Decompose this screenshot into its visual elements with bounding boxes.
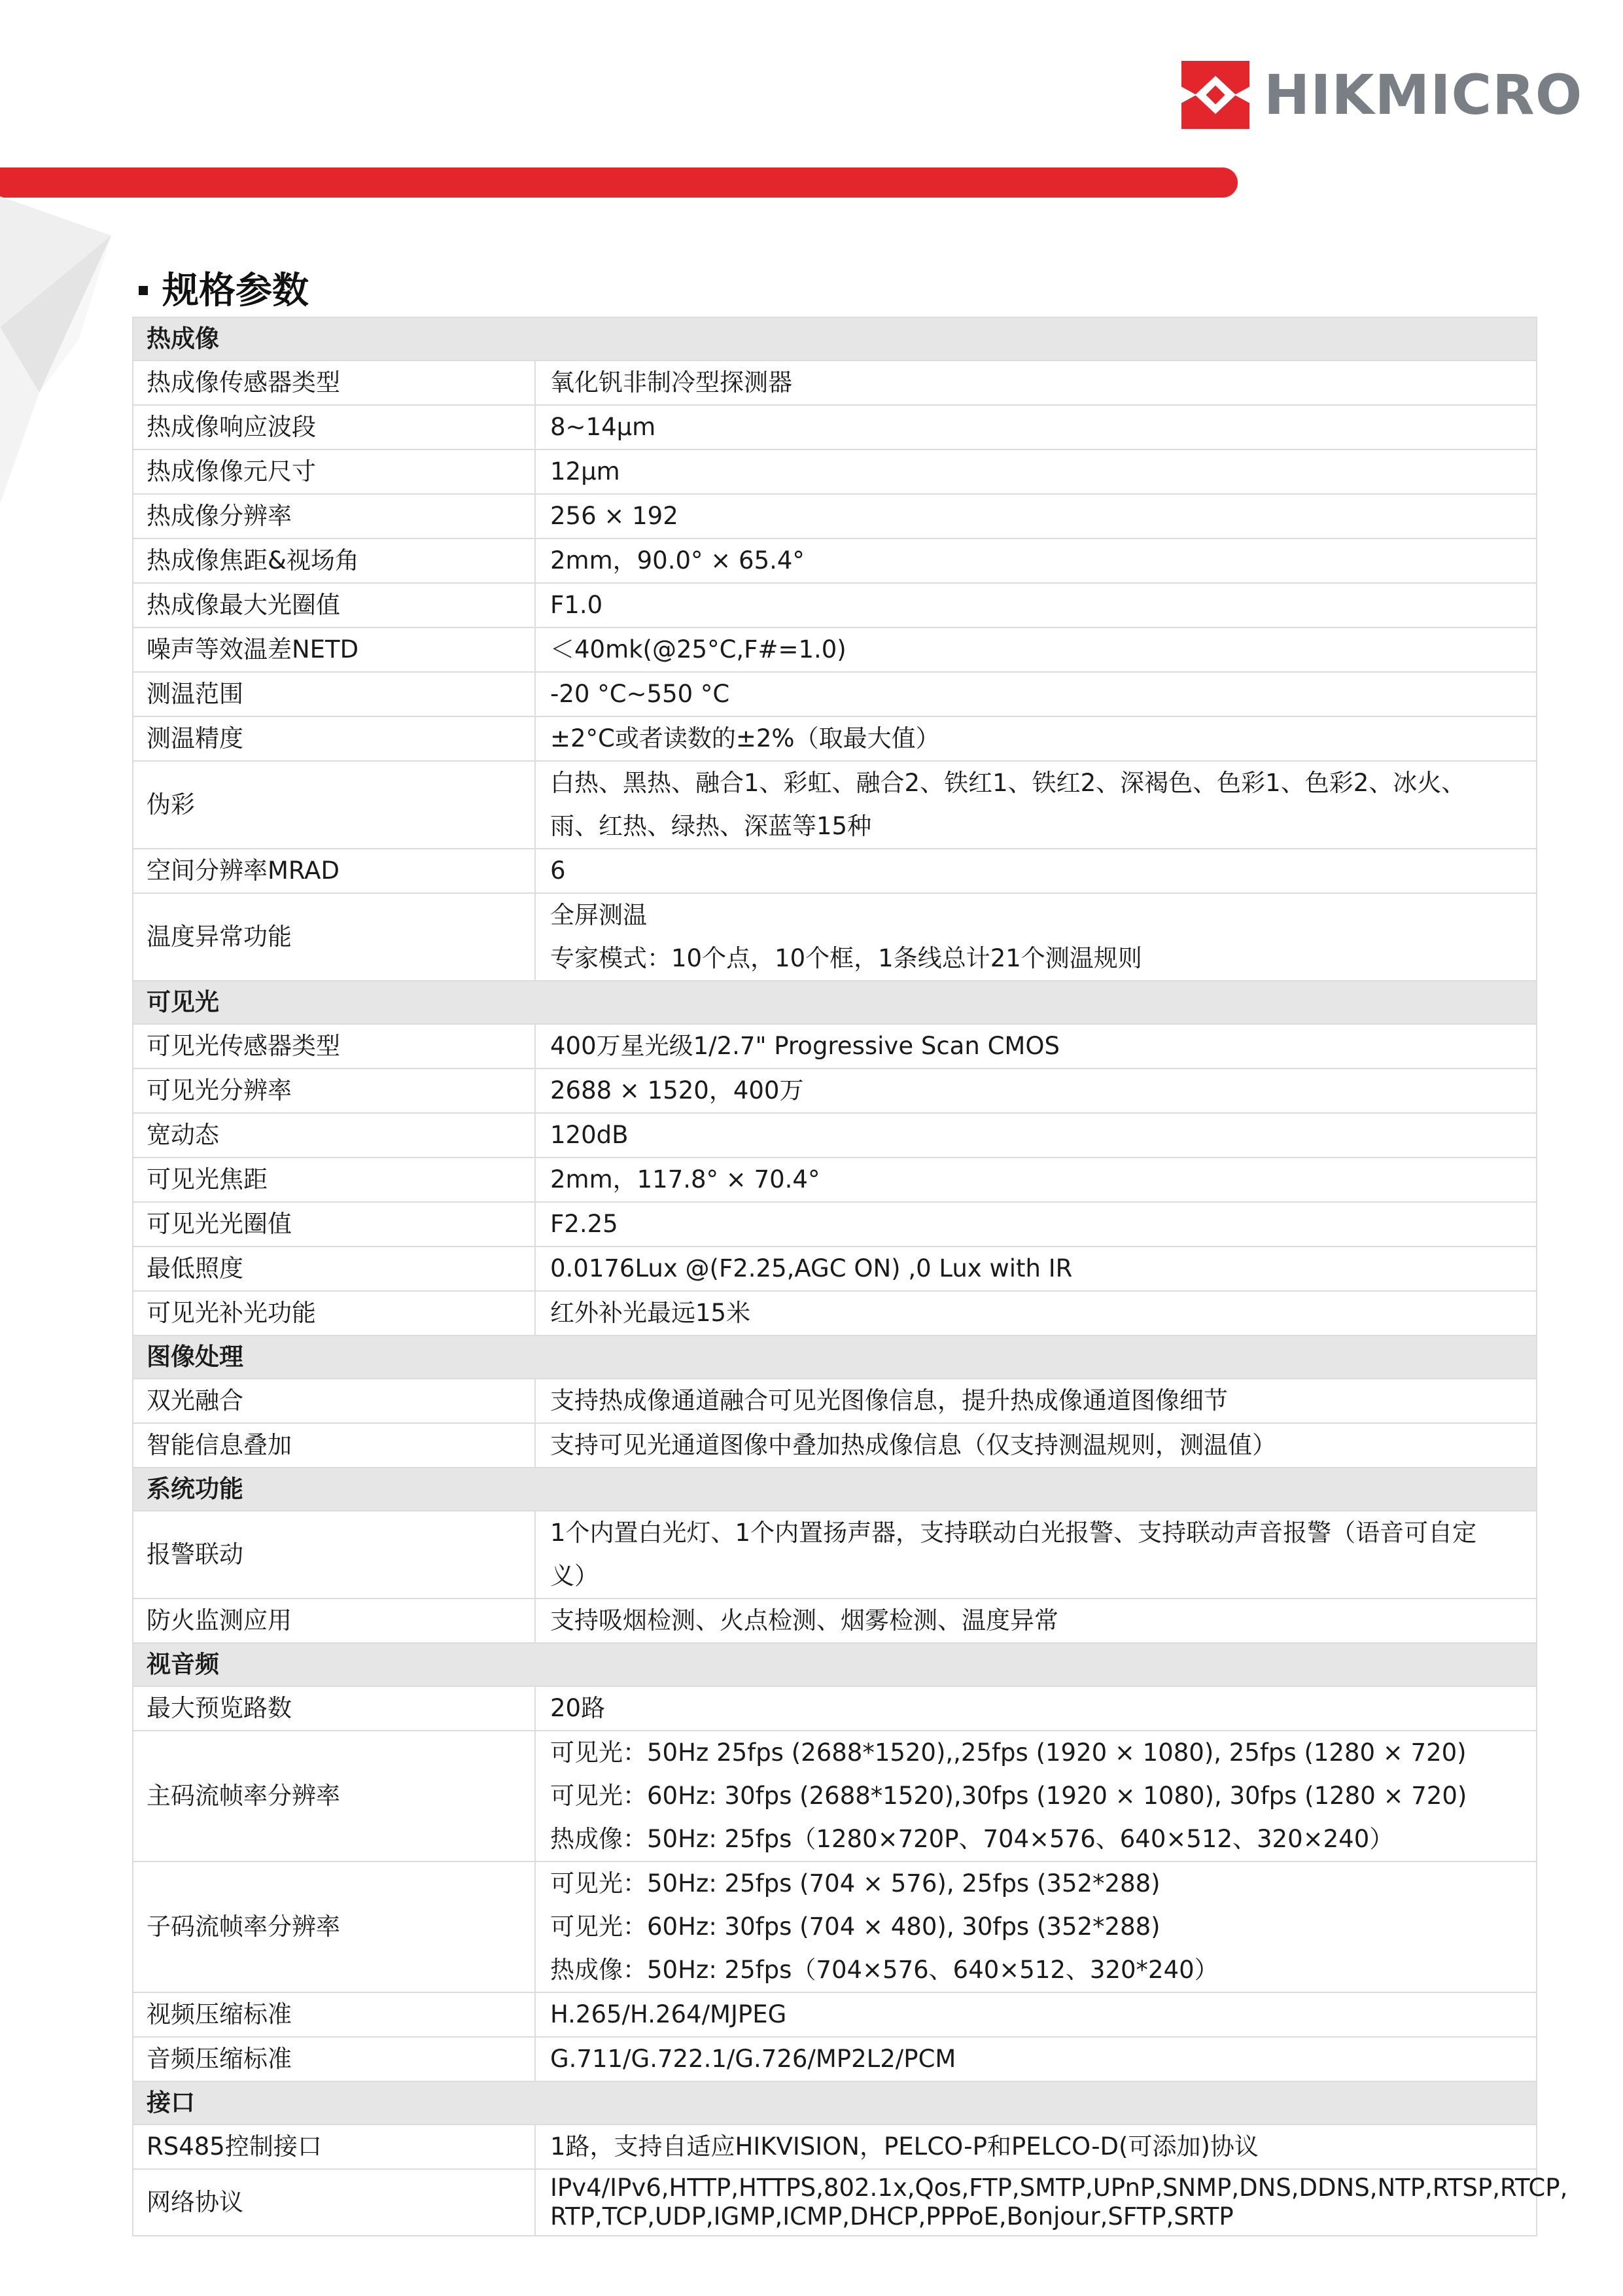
spec-value bbox=[535, 1246, 1537, 1291]
spec-value-line: 6 bbox=[550, 857, 566, 885]
spec-value-line: 热成像：50Hz: 25fps（704×576、640×512、320*240） bbox=[550, 1956, 1219, 1984]
spec-value-line: 白热、黑热、融合1、彩虹、融合2、铁红1、铁红2、深褐色、色彩1、色彩2、冰火、 bbox=[550, 769, 1466, 797]
spec-value bbox=[535, 450, 1537, 494]
table-row bbox=[133, 405, 1537, 450]
page-title-text: 规格参数 bbox=[162, 270, 309, 312]
spec-value-line: 120dB bbox=[550, 1121, 629, 1149]
spec-value bbox=[535, 1598, 1537, 1643]
spec-label: 测温范围 bbox=[133, 672, 535, 716]
spec-value-line: 可见光：50Hz: 25fps (704 × 576), 25fps (352*288) bbox=[550, 1869, 1161, 1898]
section-header-row bbox=[133, 317, 1537, 361]
spec-label: 可见光焦距 bbox=[133, 1157, 535, 1202]
table-row bbox=[133, 1291, 1537, 1335]
table-row bbox=[133, 1069, 1537, 1113]
spec-value bbox=[535, 1731, 1537, 1862]
spec-value bbox=[535, 893, 1537, 981]
spec-value bbox=[535, 1686, 1537, 1731]
table-row bbox=[133, 1113, 1537, 1157]
spec-value bbox=[535, 405, 1537, 450]
table-row bbox=[133, 893, 1537, 981]
table-row bbox=[133, 1731, 1537, 1862]
section-heading: 热成像 bbox=[133, 317, 1537, 361]
table-row bbox=[133, 1246, 1537, 1291]
page-title bbox=[139, 262, 309, 314]
spec-value-line: 2688 × 1520，400万 bbox=[550, 1076, 804, 1104]
spec-value-line: IPv4/IPv6,HTTP,HTTPS,802.1x,Qos,FTP,SMTP,UPnP,SNMP,DNS,DDNS,NTP,RTSP,RTCP, bbox=[550, 2174, 1568, 2202]
spec-label: 音频压缩标准 bbox=[133, 2037, 535, 2081]
spec-label: 最低照度 bbox=[133, 1246, 535, 1291]
spec-value bbox=[535, 2169, 1568, 2236]
spec-label: 可见光光圈值 bbox=[133, 1202, 535, 1246]
table-row bbox=[133, 2169, 1537, 2236]
spec-label: 热成像分辨率 bbox=[133, 494, 535, 539]
spec-label: 报警联动 bbox=[133, 1511, 535, 1598]
spec-value-line: 热成像：50Hz: 25fps（1280×720P、704×576、640×512、320×240） bbox=[550, 1825, 1394, 1853]
spec-value-line: ±2°C或者读数的±2%（取最大值） bbox=[550, 724, 940, 752]
spec-value-line: 义） bbox=[550, 1562, 599, 1590]
spec-label: 测温精度 bbox=[133, 716, 535, 761]
brand-logo bbox=[1181, 59, 1582, 131]
spec-label: 温度异常功能 bbox=[133, 893, 535, 981]
spec-label: 智能信息叠加 bbox=[133, 1423, 535, 1468]
spec-label: 最大预览路数 bbox=[133, 1686, 535, 1731]
spec-label: 防火监测应用 bbox=[133, 1598, 535, 1643]
table-row bbox=[133, 1423, 1537, 1468]
spec-value bbox=[535, 716, 1537, 761]
spec-value-line: 可见光：60Hz: 30fps (2688*1520),30fps (1920 × 1080), 30fps (1280 × 720) bbox=[550, 1782, 1467, 1810]
spec-label: 可见光补光功能 bbox=[133, 1291, 535, 1335]
section-heading: 可见光 bbox=[133, 981, 1537, 1024]
table-row bbox=[133, 1992, 1537, 2037]
spec-label: 网络协议 bbox=[133, 2169, 535, 2236]
spec-value bbox=[535, 1511, 1537, 1598]
spec-value-line: 红外补光最远15米 bbox=[550, 1299, 751, 1327]
header-accent-bar bbox=[0, 168, 1238, 198]
spec-table-body bbox=[133, 317, 1568, 2236]
spec-value bbox=[535, 1113, 1537, 1157]
spec-label: 视频压缩标准 bbox=[133, 1992, 535, 2037]
spec-value bbox=[535, 761, 1537, 849]
spec-value bbox=[535, 1423, 1537, 1468]
spec-value-line: F2.25 bbox=[550, 1210, 618, 1238]
spec-label: 子码流帧率分辨率 bbox=[133, 1862, 535, 1992]
table-row bbox=[133, 627, 1537, 672]
spec-value bbox=[535, 1157, 1537, 1202]
spec-value-line: 支持可见光通道图像中叠加热成像信息（仅支持测温规则，测温值） bbox=[550, 1431, 1276, 1459]
spec-value-line: 氧化钒非制冷型探测器 bbox=[550, 368, 792, 397]
spec-label: 热成像像元尺寸 bbox=[133, 450, 535, 494]
spec-value-line: 1路，支持自适应HIKVISION，PELCO-P和PELCO-D(可添加)协议 bbox=[550, 2132, 1259, 2161]
table-row bbox=[133, 761, 1537, 849]
spec-value-line: 400万星光级1/2.7" Progressive Scan CMOS bbox=[550, 1032, 1060, 1060]
spec-value bbox=[535, 583, 1537, 627]
spec-value bbox=[535, 672, 1537, 716]
spec-value bbox=[535, 1379, 1537, 1423]
spec-value-line: H.265/H.264/MJPEG bbox=[550, 2000, 787, 2028]
section-heading: 视音频 bbox=[133, 1643, 1537, 1686]
table-row bbox=[133, 1862, 1537, 1992]
spec-table bbox=[132, 317, 1568, 2236]
spec-value-line: 支持吸烟检测、火点检测、烟雾检测、温度异常 bbox=[550, 1606, 1058, 1634]
table-row bbox=[133, 1598, 1537, 1643]
section-header-row bbox=[133, 1643, 1537, 1686]
spec-value bbox=[535, 361, 1537, 405]
spec-label: 热成像焦距&视场角 bbox=[133, 539, 535, 583]
table-row bbox=[133, 450, 1537, 494]
section-heading: 系统功能 bbox=[133, 1468, 1537, 1511]
spec-label: 空间分辨率MRAD bbox=[133, 849, 535, 893]
spec-value-line: 雨、红热、绿热、深蓝等15种 bbox=[550, 812, 872, 840]
spec-label: 噪声等效温差NETD bbox=[133, 627, 535, 672]
spec-value bbox=[535, 1024, 1537, 1069]
table-row bbox=[133, 1511, 1537, 1598]
table-row bbox=[133, 1379, 1537, 1423]
spec-label: 双光融合 bbox=[133, 1379, 535, 1423]
table-row bbox=[133, 1024, 1537, 1069]
spec-value-line: 256 × 192 bbox=[550, 502, 678, 530]
spec-value bbox=[535, 849, 1537, 893]
decorative-triangles-icon bbox=[0, 196, 124, 537]
section-header-row bbox=[133, 981, 1537, 1024]
spec-value-line: 支持热成像通道融合可见光图像信息，提升热成像通道图像细节 bbox=[550, 1386, 1228, 1415]
spec-value-line: F1.0 bbox=[550, 591, 603, 619]
spec-value-line: G.711/G.722.1/G.726/MP2L2/PCM bbox=[550, 2045, 956, 2073]
spec-label: RS485控制接口 bbox=[133, 2125, 535, 2169]
spec-value bbox=[535, 2037, 1537, 2081]
spec-value-line: 全屏测温 bbox=[550, 901, 647, 929]
spec-value bbox=[535, 1992, 1537, 2037]
spec-value bbox=[535, 1862, 1537, 1992]
spec-label: 可见光分辨率 bbox=[133, 1069, 535, 1113]
spec-value-line: ＜40mk(@25°C,F#=1.0) bbox=[550, 635, 846, 663]
spec-value bbox=[535, 2125, 1537, 2169]
spec-value-line: 可见光：50Hz 25fps (2688*1520),,25fps (1920 × 1080), 25fps (1280 × 720) bbox=[550, 1739, 1467, 1767]
spec-value bbox=[535, 627, 1537, 672]
table-row bbox=[133, 1686, 1537, 1731]
spec-label: 热成像最大光圈值 bbox=[133, 583, 535, 627]
spec-value-line: RTP,TCP,UDP,IGMP,ICMP,DHCP,PPPoE,Bonjour,SFTP,SRTP bbox=[550, 2202, 1234, 2231]
table-row bbox=[133, 1157, 1537, 1202]
section-header-row bbox=[133, 1335, 1537, 1379]
spec-label: 主码流帧率分辨率 bbox=[133, 1731, 535, 1862]
spec-label: 热成像响应波段 bbox=[133, 405, 535, 450]
spec-value-line: -20 °C~550 °C bbox=[550, 680, 730, 708]
title-bullet-icon bbox=[139, 286, 148, 295]
hikmicro-logo-icon bbox=[1181, 61, 1249, 129]
spec-value-line: 2mm，117.8° × 70.4° bbox=[550, 1165, 820, 1193]
spec-value bbox=[535, 1069, 1537, 1113]
spec-value bbox=[535, 1291, 1537, 1335]
table-row bbox=[133, 2125, 1537, 2169]
section-header-row bbox=[133, 2081, 1537, 2125]
spec-label: 热成像传感器类型 bbox=[133, 361, 535, 405]
section-heading: 图像处理 bbox=[133, 1335, 1537, 1379]
spec-label: 伪彩 bbox=[133, 761, 535, 849]
table-row bbox=[133, 716, 1537, 761]
section-heading: 接口 bbox=[133, 2081, 1537, 2125]
spec-value-line: 专家模式：10个点，10个框，1条线总计21个测温规则 bbox=[550, 944, 1142, 972]
spec-label: 宽动态 bbox=[133, 1113, 535, 1157]
brand-name: HIKMICRO bbox=[1264, 63, 1583, 127]
table-row bbox=[133, 539, 1537, 583]
table-row bbox=[133, 672, 1537, 716]
spec-value-line: 8~14μm bbox=[550, 413, 656, 441]
spec-value-line: 12μm bbox=[550, 457, 620, 486]
spec-value bbox=[535, 1202, 1537, 1246]
spec-value-line: 0.0176Lux @(F2.25,AGC ON) ,0 Lux with IR bbox=[550, 1254, 1073, 1282]
spec-value-line: 1个内置白光灯、1个内置扬声器，支持联动白光报警、支持联动声音报警（语音可自定 bbox=[550, 1519, 1477, 1547]
spec-value-line: 20路 bbox=[550, 1694, 606, 1722]
table-row bbox=[133, 2037, 1537, 2081]
spec-value bbox=[535, 539, 1537, 583]
spec-value-line: 可见光：60Hz: 30fps (704 × 480), 30fps (352*288) bbox=[550, 1913, 1161, 1941]
spec-label: 可见光传感器类型 bbox=[133, 1024, 535, 1069]
table-row bbox=[133, 1202, 1537, 1246]
spec-value-line: 2mm，90.0° × 65.4° bbox=[550, 546, 805, 574]
spec-value bbox=[535, 494, 1537, 539]
table-row bbox=[133, 849, 1537, 893]
table-row bbox=[133, 494, 1537, 539]
table-row bbox=[133, 361, 1537, 405]
table-row bbox=[133, 583, 1537, 627]
section-header-row bbox=[133, 1468, 1537, 1511]
